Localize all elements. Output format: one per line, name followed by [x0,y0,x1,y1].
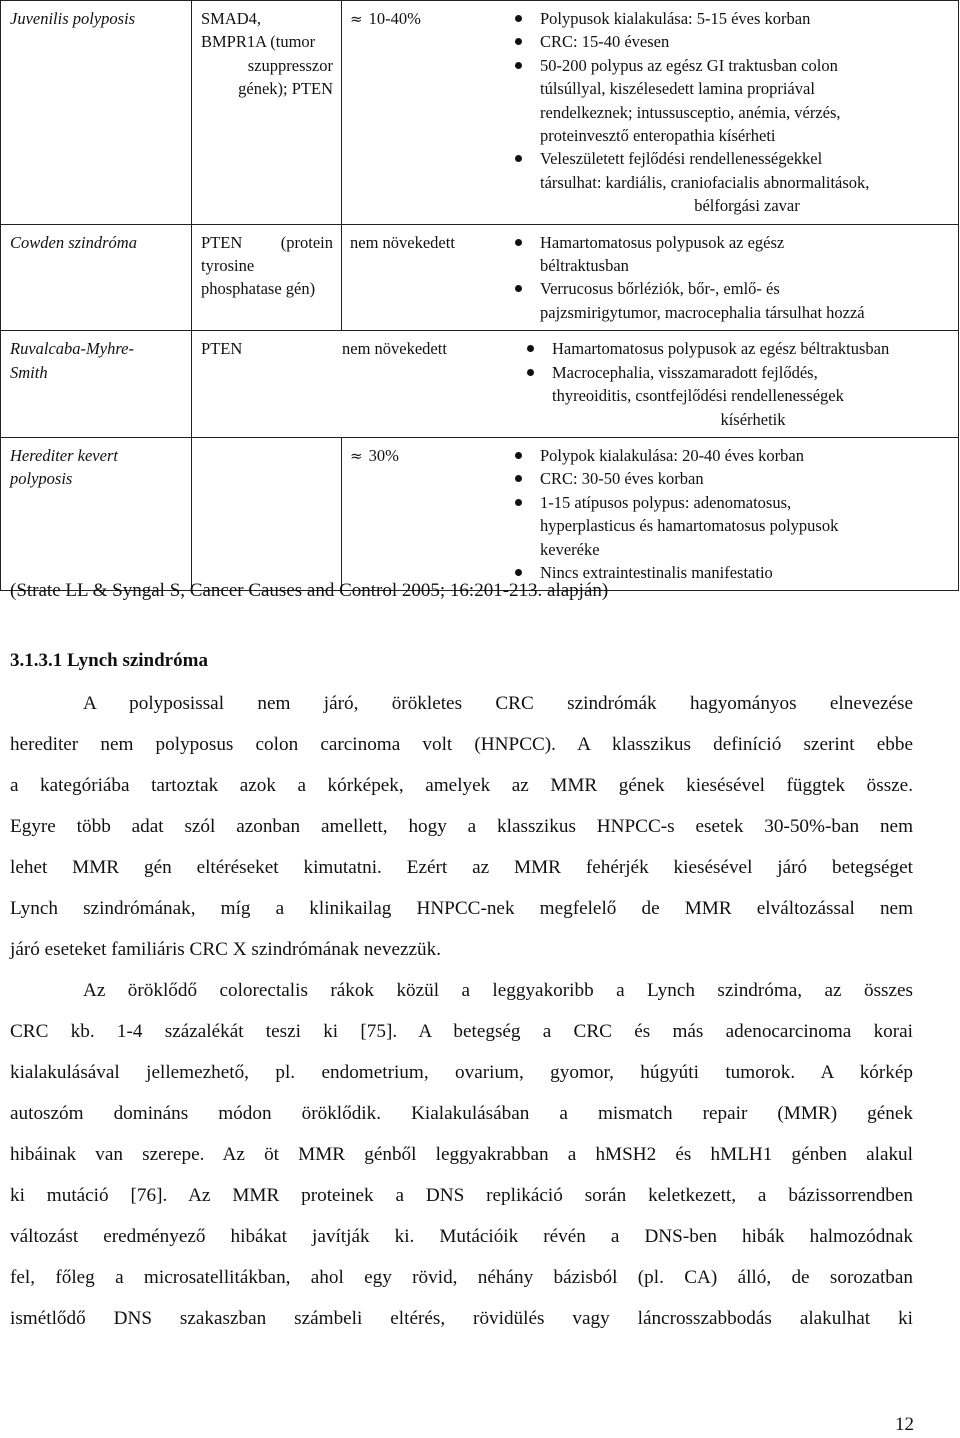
list-item: Macrocephalia, visszamaradott fejlődés, thyreoiditis, csontfejlődési rendellenességek kísérhetik [522,361,954,431]
list-item: Polypok kialakulása: 20-40 éves korban [510,444,954,467]
syndrome-name: Cowden szindróma [1,224,192,331]
frequency: nem növekedett [350,232,455,252]
page-number: 12 [895,1414,914,1435]
list-item: Hamartomatosus polypusok az egész béltraktusban [510,231,954,278]
syndrome-table [0,0,959,591]
list-item: 1-15 atípusos polypus: adenomatosus, hyperplasticus és hamartomatosus polypusok keveréke [510,491,954,561]
list-item: CRC: 15-40 évesen [510,30,954,53]
feature-list [510,7,954,218]
feature-list [522,337,954,431]
text-line: herediter nem polyposus colon carcinoma volt (HNPCC). A klasszikus definíció szerint ebbe [10,734,913,755]
gene-cell: SMAD4, BMPR1A (tumor szuppresszor gének); PTEN [192,1,342,225]
gene-frequency-features-cell [192,331,959,438]
paragraph [10,683,913,970]
text-line: hibáinak van szerepe. Az öt MMR génből leggyakrabban a hMSH2 és hMLH1 génben alakul [10,1144,913,1165]
approx-icon: ≈ [350,446,363,465]
syndrome-name: Herediter kevert polyposis [1,437,192,590]
gene-cell [192,437,342,590]
text-line: ki mutáció [76]. Az MMR proteinek a DNS replikáció során keletkezett, a bázissorrendben [10,1185,913,1206]
text-line: Egyre több adat szól azonban amellett, hogy a klasszikus HNPCC-s esetek 30-50%-ban nem [10,816,913,837]
paragraph [10,970,913,1339]
text-line: Lynch szindrómának, míg a klinikailag HNPCC-nek megfelelő de MMR elváltozással nem [10,898,913,919]
text-line: járó eseteket familiáris CRC X szindrómának nevezzük. [10,939,442,960]
text-line: kialakulásával jellemezhető, pl. endometrium, ovarium, gyomor, húgyúti tumorok. A kórkép [10,1062,913,1083]
frequency-features-cell [342,1,959,225]
text-line: lehet MMR gén eltéréseket kimutatni. Ezért az MMR fehérjék kiesésével járó betegséget [10,857,913,878]
list-item: CRC: 30-50 éves korban [510,467,954,490]
text-line: változást eredményező hibákat javítják ki. Mutációik révén a DNS-ben hibák halmozódnak [10,1226,913,1247]
text-line: Az öröklődő colorectalis rákok közül a leggyakoribb a Lynch szindróma, az összes [83,980,913,1001]
feature-list [510,231,954,325]
list-item: 50-200 polypus az egész GI traktusban colon túlsúllyal, kiszélesedett lamina propriával rendelkeznek; intussusceptio, anémia, vérzés, proteinvesztő enteropathia kísérheti [510,54,954,148]
section-heading: 3.1.3.1 Lynch szindróma [10,650,208,671]
text-line: CRC kb. 1-4 százalékát teszi ki [75]. A betegség a CRC és más adenocarcinoma korai [10,1021,913,1042]
syndrome-name: Juvenilis polyposis [1,1,192,225]
list-item: Hamartomatosus polypusok az egész béltraktusban [522,337,954,360]
list-item: Verrucosus bőrléziók, bőr-, emlő- és pajzsmirigytumor, macrocephalia társulhat hozzá [510,277,954,324]
text-line: autoszóm domináns módon öröklődik. Kialakulásában a mismatch repair (MMR) gének [10,1103,913,1124]
frequency-features-cell [342,437,959,590]
list-item: Nincs extraintestinalis manifestatio [510,561,954,584]
frequency: nem növekedett [342,339,447,359]
list-item: Polypusok kialakulása: 5-15 éves korban [510,7,954,30]
feature-list [510,444,954,584]
gene-cell: PTEN (protein tyrosine phosphatase gén) [192,224,342,331]
list-item: Veleszületett fejlődési rendellenességekkel társulhat: kardiális, craniofacialis abnormalitások, bélforgási zavar [510,147,954,217]
table-row [1,437,959,590]
approx-icon: ≈ [350,10,363,28]
text-line: ismétlődő DNS szakaszban számbeli eltérés, rövidülés vagy láncrosszabbodás alakulhat ki [10,1308,913,1329]
citation: (Strate LL & Syngal S, Cancer Causes and Control 2005; 16:201-213. alapján) [10,580,609,601]
frequency-features-cell [342,224,959,331]
text-line: A polyposissal nem járó, örökletes CRC szindrómák hagyományos elnevezése [83,693,913,714]
frequency: ≈ 10-40% [350,9,421,28]
syndrome-name: Ruvalcaba-Myhre- Smith [1,331,192,438]
gene-cell: PTEN [201,339,243,359]
frequency: ≈ 30% [350,445,399,465]
text-line: fel, főleg a microsatellitákban, ahol egy rövid, néhány bázisból (pl. CA) álló, de sorozatban [10,1267,913,1288]
table-row [1,331,959,438]
table-row [1,224,959,331]
table-row [1,1,959,225]
text-line: a kategóriába tartoztak azok a kórképek, amelyek az MMR gének kiesésével függtek össze. [10,775,913,796]
